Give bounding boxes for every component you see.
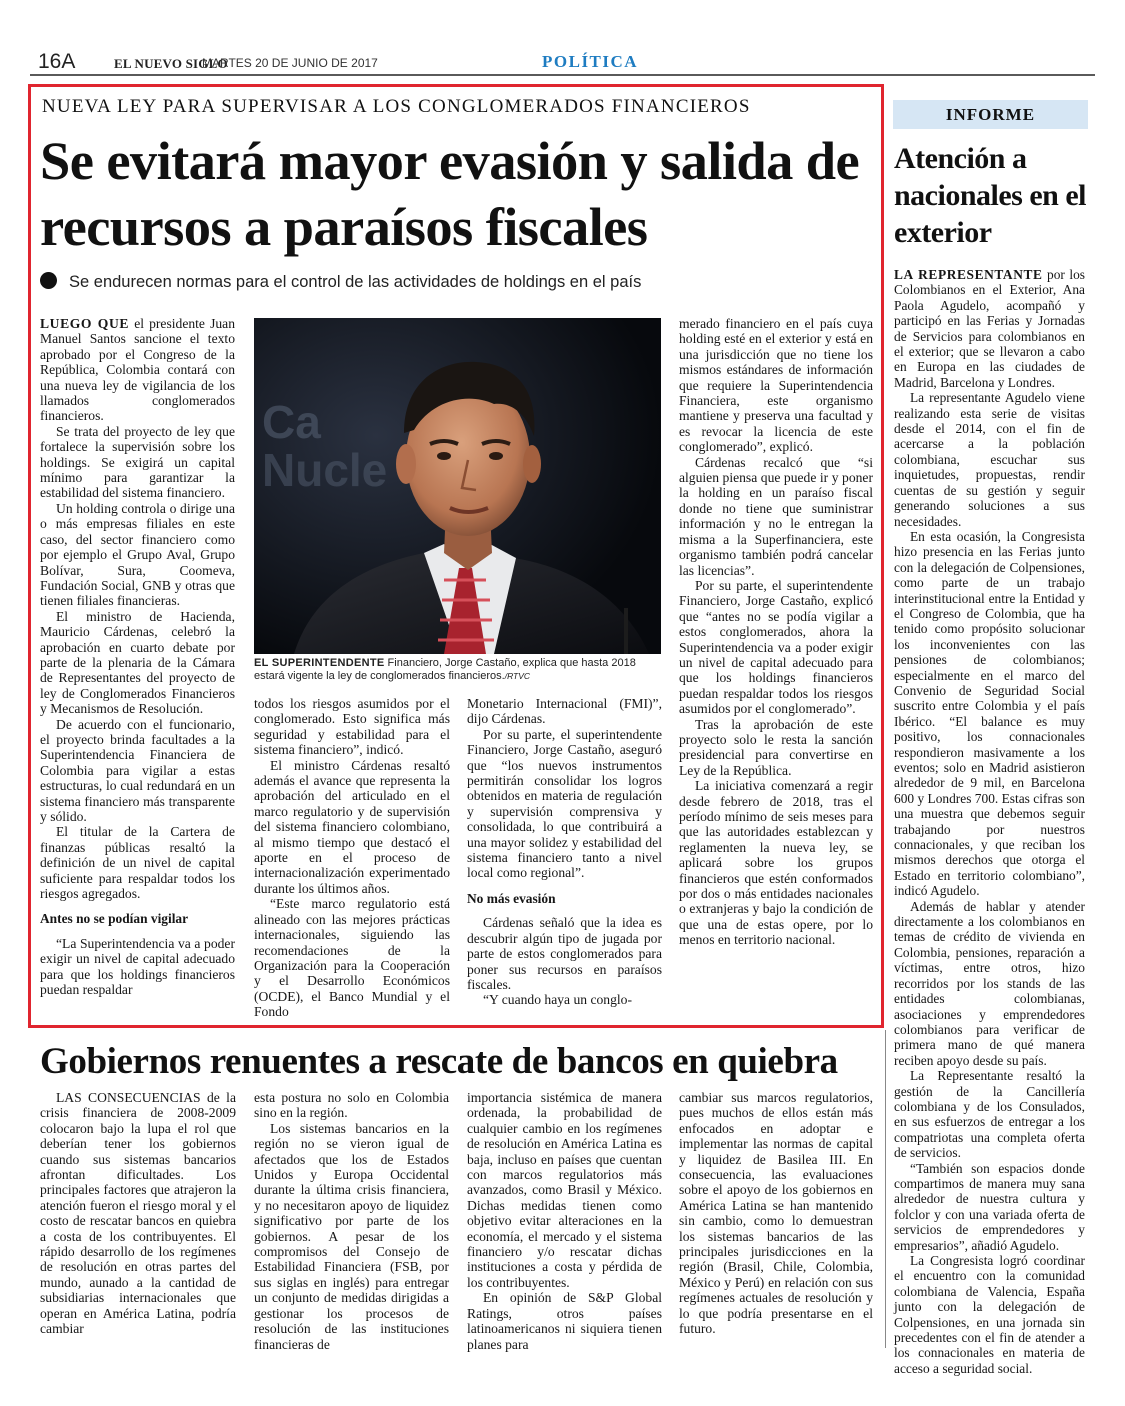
article-column-3 [467,696,662,1008]
newspaper-name: EL NUEVO SIGLO [114,56,228,71]
sidebar-column [894,267,1085,1376]
paragraph: esta postura no solo en Colombia sino en la región. [254,1090,449,1121]
paragraph: Cárdenas señaló que la idea es descubrir algún tipo de jugada por parte de estos conglomerados para poner sus recursos en paraísos fiscales. [467,915,662,992]
article-column-4 [679,316,873,948]
issue-date: MARTES 20 DE JUNIO DE 2017 [202,56,378,70]
photo-credit: /RTVC [504,671,531,682]
paragraph [40,316,235,424]
caption-label: EL SUPERINTENDENTE [254,657,385,669]
paragraph: Se trata del proyecto de ley que fortalece la supervisión sobre los holdings. Se exigirá un capital mínimo para garantizar la estabilidad del sistema financiero. [40,423,235,501]
paragraph [894,267,1085,390]
paragraph: En opinión de S&P Global Ratings, otros países latinoamericanos ni siquiera tienen planes para [467,1290,662,1352]
paragraph: De acuerdo con el funcionario, el proyecto brinda facultades a la Superintendencia Financiera de Colombia para vigilar a estas estructuras, lo cual redundará en un sistema financiero más transparente y sólido. [40,716,235,824]
sidebar-title: Atención a nacionales en el exterior [894,142,1086,249]
section-subtitle: Antes no se podían vigilar [40,911,189,927]
lead-in: LUEGO QUE [40,316,130,331]
story-kicker: NUEVA LEY PARA SUPERVISAR A LOS CONGLOMERADOS FINANCIEROS [42,96,751,117]
page-header [30,46,1095,76]
paragraph: La Congresista logró coordinar el encuentro con la comunidad colombiana de Valencia, España junto con la delegación de Colpensiones, en una jornada sin precedentes con el fin de atender a los connacionales en materia de acceso a seguridad social. [894,1253,1085,1376]
paragraph: “La Superintendencia va a poder exigir un nivel de capital adecuado para que los holdings financieros puedan respaldar [40,935,235,998]
paragraph: Tras la aprobación de este proyecto solo le resta la sanción presidencial para convertirse en Ley de la República. [679,716,873,778]
paragraph: merado financiero en el país cuya holding esté en el exterior y está en una jurisdicción que no tiene los mismos estándares de información que requiere la Superintendencia Financiera, este organismo mantiene y preserva una facultad y es revocar la licencia de este conglomerado”, explicó. [679,316,873,455]
paragraph: “Este marco regulatorio está alineado con las mejores prácticas internacionales, siguiendo las recomendaciones de la Organización para la Cooperación y el Desarrollo Económicos (OCDE), el Banco Mundial y el Fondo [254,896,450,1020]
background-sign-line1: Ca [262,396,321,448]
second-story-column-4 [679,1090,873,1337]
paragraph: La Representante resaltó la gestión de la Cancillería colombiana y de los Consulados, en sus esfuerzos de entregar a los compatriotas una completa oferta de servicios. [894,1068,1085,1161]
paragraph: Los sistemas bancarios en la región no se vieron igual de afectados que los de Estados Unidos y Europa Occidental durante la última crisis financiera, y no necesitaron apoyo de liquidez significativo por parte de los gobiernos. A pesar de los compromisos del Consejo de Estabilidad Financiera (FSB, por sus siglas en inglés) para entregar un conjunto de medidas dirigidas a gestionar los procesos de resolución de las instituciones financieras de [254,1120,449,1352]
section-name: POLÍTICA [542,52,639,71]
paragraph: importancia sistémica de manera ordenada, la probabilidad de cualquier cambio en los regímenes de resolución en América Latina es baja, incluso en países que cuentan con marcos regulatorios más avanzados, como Brasil y México. Dichas medidas tienen como objetivo evitar alteraciones en la economía, el mercado y el sistema financiero y/o rescatar dichas instituciones a costa y pérdida de los contribuyentes. [467,1090,662,1290]
second-story-column-1 [40,1090,236,1337]
photo-illustration [254,318,661,654]
paragraph: “También son espacios donde compartimos de manera muy sana alrededor de nuestra cultura y folclor y con una variada oferta de servicios de emprendedores y empresarios”, añadió Agudelo. [894,1160,1085,1253]
paragraph: todos los riesgos asumidos por el conglomerado. Esto significa más seguridad y estabilidad para el sistema financiero”, indicó. [254,696,450,758]
second-story-headline: Gobiernos renuentes a rescate de bancos en quiebra [40,1041,838,1082]
section-subtitle: No más evasión [467,890,556,906]
sidebar-label: INFORME [893,100,1088,129]
story-headline: Se evitará mayor evasión y salida de recursos a paraísos fiscales [40,130,860,257]
lead-in: LA REPRESENTANTE [894,267,1043,282]
story-photo [254,318,661,654]
paragraph: Cárdenas recalcó que “si alguien piensa que puede ir y poner la holding en un paraíso fiscal donde no tiene que suministrar información y no le entregan la misma a la Superfinanciera, este organismo también podrá cancelar las licencias”. [679,454,873,578]
bullet-icon [40,272,57,289]
paragraph: La iniciativa comenzará a regir desde febrero de 2018, tras el período mínimo de seis meses para que las autoridades establezcan y reglamenten la nueva ley, se aplicará sobre los grupos financieros que estén conformados por dos o más entidades nacionales o extranjeras y bajo la condición de que una de estas opere, por lo menos en territorio nacional. [679,778,873,948]
page-number: 16A [38,50,76,73]
paragraph: LAS CONSECUENCIAS de la crisis financiera de 2008-2009 colocaron bajo la lupa el rol que deberían tener los gobiernos cuando sus sistemas bancarios afrontan dificultades. Los principales factores que atrajeron la atención fueron el riesgo moral y el costo de rescatar bancos en quiebra a costa de los contribuyentes. El rápido desarrollo de los regímenes de resolución en otras partes del mundo, aunado a la cantidad de subsidiarias internacionales que operan en América Latina, podría cambiar [40,1090,236,1337]
paragraph: El ministro Cárdenas resaltó además el avance que representa la aprobación del articulado en el marco regulatorio y de supervisión del sistema financiero colombiano, al mismo tiempo que destacó el aporte en el proceso de internacionalización experimentado durante los últimos años. [254,757,450,896]
article-column-2 [254,696,450,1020]
background-sign-line2: Nucle [262,444,388,496]
caption-text: Financiero, Jorge Castaño, explica que hasta 2018 estará vigente la ley de conglomerados financieros. [254,657,636,683]
article-column-1 [40,316,235,997]
paragraph: Por su parte, el superintendente Financiero, Jorge Castaño, aseguró que “los nuevos instrumentos permitirán consolidar los logros obtenidos en materia de regulación y supervisión comprensiva y consolidada, lo que contribuirá a una mayor solidez y estabilidad del sistema financiero tanto a nivel local como regional”. [467,726,662,881]
story-subhead [40,272,870,292]
paragraph: Monetario Internacional (FMI)”, dijo Cárdenas. [467,696,662,727]
second-story-column-3 [467,1090,662,1352]
photo-caption [254,657,664,684]
paragraph: Además de hablar y atender directamente a los colombianos en temas de crédito de vivienda en Colombia, pensiones, reparación a víctimas, entre otros, hizo recorridos por los stands de las entidades colombianas, asociaciones y emprendedores colombianos para verificar de primera mano de qué manera reciben apoyo desde su país. [894,898,1085,1068]
paragraph: Un holding controla o dirige una o más empresas filiales en este caso, del sector financiero como por ejemplo el Grupo Aval, Grupo Bolívar, Sura, Coomeva, Fundación Social, GNB y otras que tienen filiales financieras. [40,500,235,609]
paragraph: El ministro de Hacienda, Mauricio Cárdenas, celebró la aprobación en cuarto debate por parte de la plenaria de la Cámara de Representantes del proyecto de ley de Conglomerados Financieros y Mecanismos de Resolución. [40,608,235,717]
paragraph: cambiar sus marcos regulatorios, pues muchos de ellos están más enfocados en adoptar e implementar las normas de capital y liquidez de Basilea III. En consecuencia, las evaluaciones sobre el apoyo de los gobiernos en América Latina se han mantenido sin cambio, como lo demuestran los sistemas bancarios de las principales jurisdicciones en la región (Brasil, Chile, Colombia, México y Perú) en relación con sus regímenes actuales de resolución y lo que podría presentarse en el futuro. [679,1090,873,1337]
paragraph-text: por los Colombianos en el Exterior, Ana Paola Agudelo, acompañó y participó en las Ferias y Jornadas de Servicios para colombianos en el exterior; que se llevaron a cabo en Europa en las ciudades de Madrid, Barcelona y Londres. [894,267,1085,390]
second-story-column-2 [254,1090,449,1352]
subhead-text: Se endurecen normas para el control de las actividades de holdings en el país [69,273,642,291]
column-divider [885,1030,886,1348]
paragraph: La representante Agudelo viene realizando esta serie de visitas desde el 2014, con el fin de acercarse a la población colombiana, escuchar sus inquietudes, propuestas, rendir cuentas de su gestión y seguir generando soluciones a sus necesidades. [894,390,1085,529]
paragraph: El titular de la Cartera de finanzas públicas resaltó la definición de un nivel de capital suficiente para respaldar todos los riesgos agregados. [40,824,235,902]
paragraph: En esta ocasión, la Congresista hizo presencia en las Ferias junto con la delegación de Colpensiones, como parte de un trabajo interinstitucional entre la Entidad y el Congreso de Colombia, que ha tenido como propósito solucionar los inconvenientes con las pensiones de colombianos; especialmente en el marco del Convenio de Seguridad Social suscrito entre Colombia y el país Ibérico. “El balance es muy positivo, los connacionales respondieron masivamente a los eventos; solo en Madrid asistieron alrededor de 9 mil, en Barcelona 600 y Londres 700. Estas cifras son una muestra que debemos seguir trabajando por nuestros connacionales, y que reciban los mismos derechos que otorga el Estado en territorio colombiano”, indicó Agudelo. [894,528,1085,899]
paragraph: Por su parte, el superintendente Financiero, Jorge Castaño, explicó que “antes no se podía vigilar a estos conglomerados, ahora la Superintendencia va a poder exigir un nivel de capital adecuado para que los holdings financieros puedan respaldar todos los riesgos asumidos por el conglomerado”. [679,577,873,717]
paragraph: “Y cuando haya un conglo- [483,992,632,1008]
paragraph-text: el presidente Juan Manuel Santos sancione el texto aprobado por el Congreso de la República, Colombia contará con una nueva ley de vigilancia de los llamados conglomerados financieros. [40,316,235,424]
